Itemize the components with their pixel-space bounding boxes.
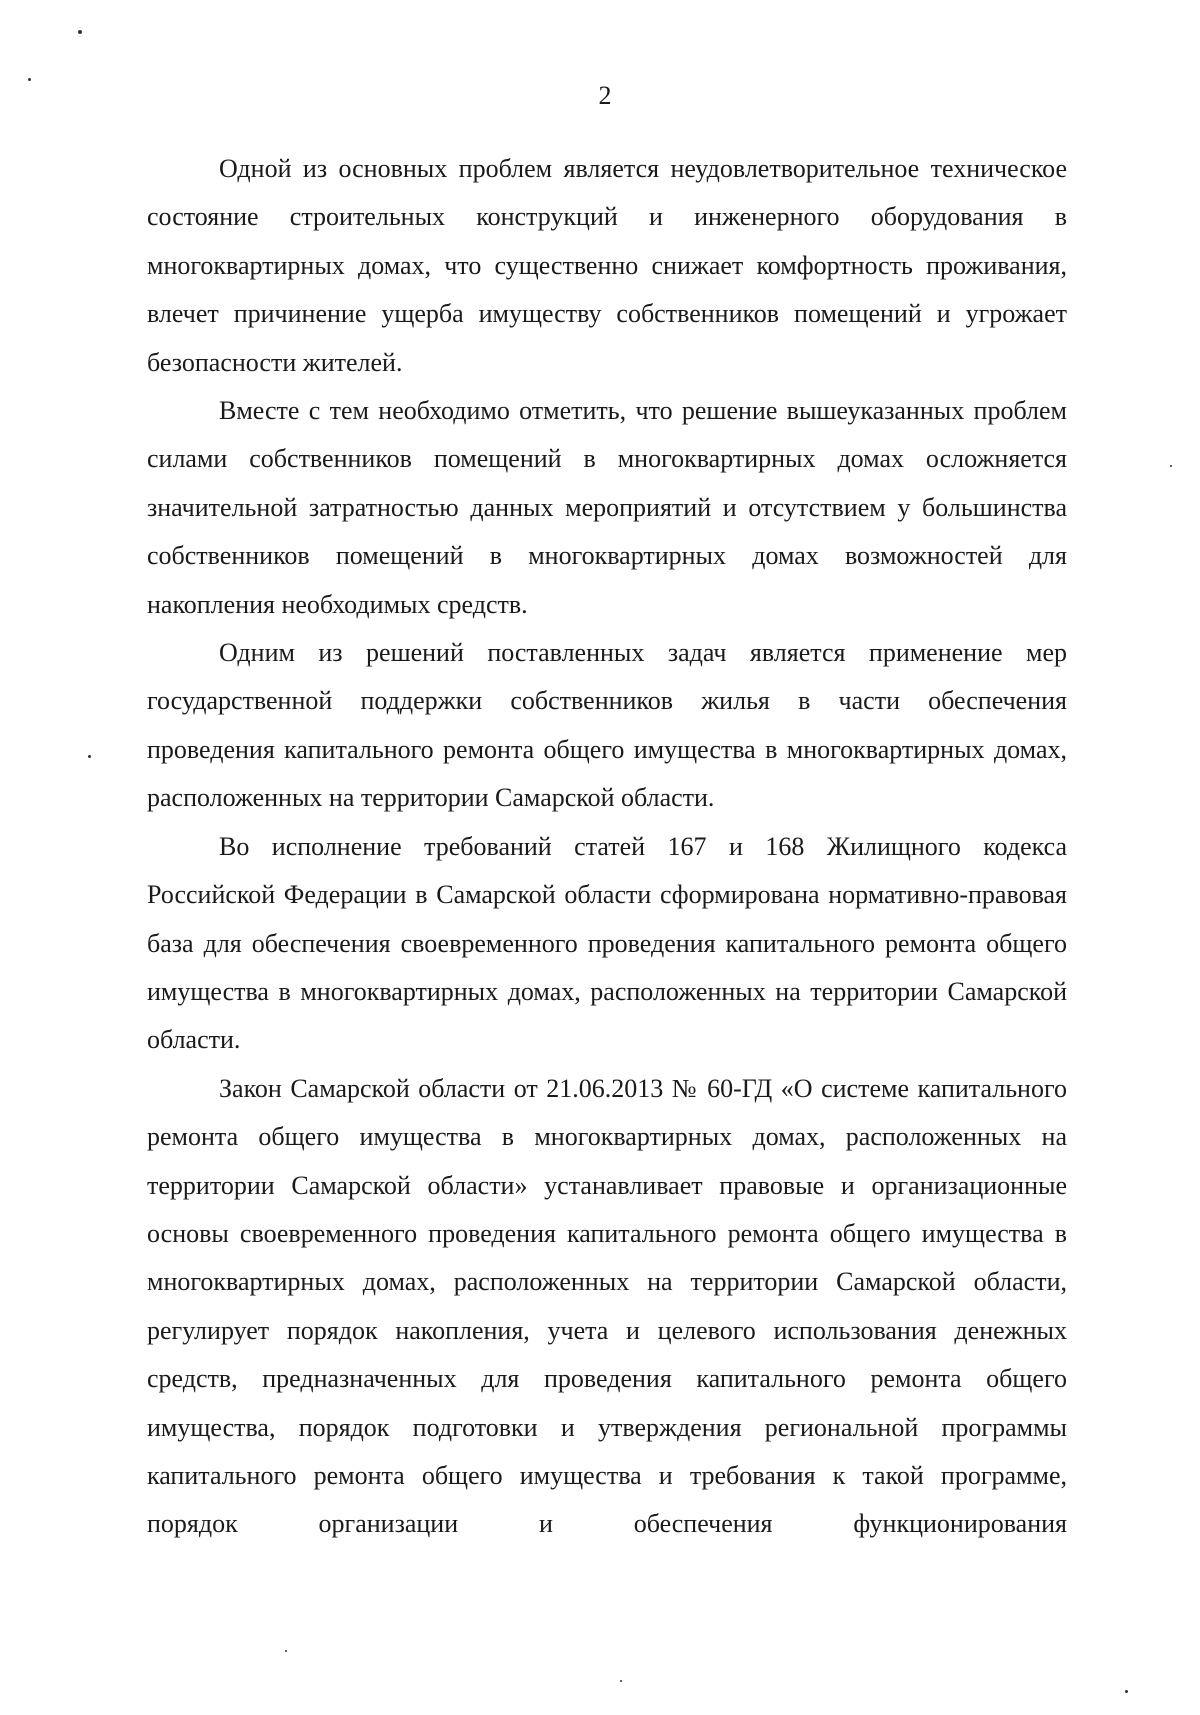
paragraph-3: Одним из решений поставленных задач является применение мер государственной поддержки собственников жилья в части обеспечения проведения капитального ремонта общего имущества в многоквартирных домах, расположенных на территории Самарской области. [147,638,1067,813]
scan-speck [78,30,82,34]
page-number: 2 [598,81,612,110]
scan-speck [1125,1690,1128,1693]
scan-speck [620,1680,622,1682]
scan-speck [1170,465,1172,467]
document-body [147,145,1067,1549]
paragraph-2: Вместе с тем необходимо отметить, что решение вышеуказанных проблем силами собственников помещений в многоквартирных домах осложняется значительной затратностью данных мероприятий и отсутствием у большинства собственников помещений в многоквартирных домах возможностей для накопления необходимых средств. [147,396,1067,619]
scan-speck [28,78,31,81]
scan-speck [285,1650,287,1652]
paragraph-1: Одной из основных проблем является неудовлетворительное техническое состояние строительных конструкций и инженерного оборудования в многоквартирных домах, что существенно снижает комфортность проживания, влечет причинение ущерба имуществу собственников помещений и угрожает безопасности жителей. [147,154,1067,377]
paragraph-5: Закон Самарской области от 21.06.2013 № 60-ГД «О системе капитального ремонта общего имущества в многоквартирных домах, расположенных на территории Самарской области» устанавливает правовые и организационные основы своевременного проведения капитального ремонта общего имущества в многоквартирных домах, расположенных на территории Самарской области, регулирует порядок накопления, учета и целевого использования денежных средств, предназначенных для проведения капитального ремонта общего имущества, порядок подготовки и утверждения региональной программы капитального ремонта общего имущества и требования к такой программе, порядок организации и обеспечения функционирования [147,1073,1067,1539]
paragraph-4: Во исполнение требований статей 167 и 168 Жилищного кодекса Российской Федерации в Самарской области сформирована нормативно-правовая база для обеспечения своевременного проведения капитального ремонта общего имущества в многоквартирных домах, расположенных на территории Самарской области. [147,831,1067,1055]
scan-speck [88,755,91,758]
